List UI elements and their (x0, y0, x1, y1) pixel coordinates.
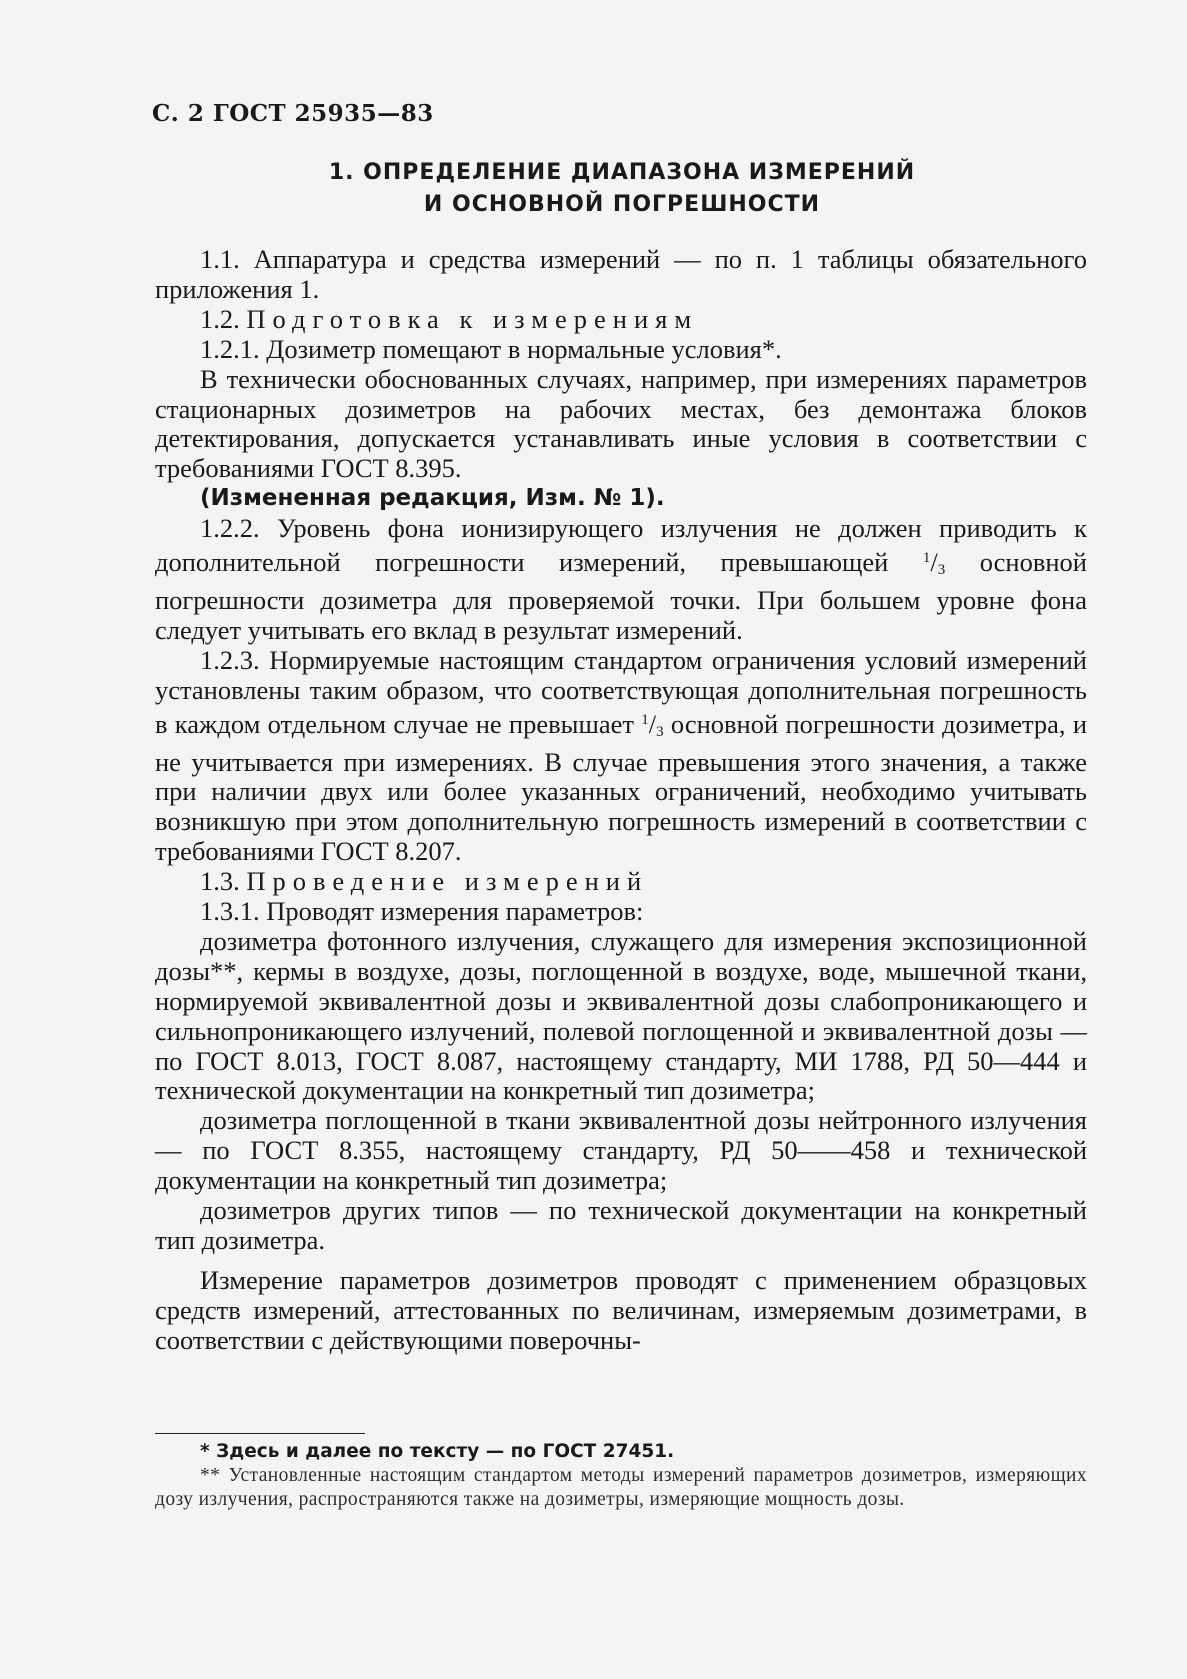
footnote-1: * Здесь и далее по тексту — по ГОСТ 27451. (200, 1441, 675, 1462)
clause-title-spaced: Проведение измерений (246, 866, 649, 897)
paragraph-1-2-1: 1.2.1. Дозиметр помещают в нормальные условия*. (200, 333, 782, 364)
paragraph-neutron-dosimeter: дозиметра поглощенной в ткани эквивалентной дозы нейтронного излучения — по ГОСТ 8.355, настоящему стандарту, РД 50——458 и технической документации на конкретный тип дозиметра; (155, 1105, 1087, 1196)
fraction-denominator: 3 (656, 723, 664, 740)
paragraph-1-2-2 (155, 514, 1087, 646)
fraction-one-third: $^1/_3$ (641, 708, 664, 740)
clause-number: 1.2. (200, 303, 247, 334)
section-title (152, 157, 1092, 221)
text-segment: 1.2.3. Нормируемые настоящим стандартом ограничения условий измерений установлены таким образом, что соответствующая дополнительная погрешность в каждом отдельном случае не превышает (155, 644, 1087, 739)
fraction-one-third: $^1/_3$ (922, 547, 946, 579)
paragraph-technical-cases: В технически обоснованных случаях, например, при измерениях параметров стационарных дозиметров на рабочих местах, без демонтажа блоков детектирования, допускается устанавливать иные условия в соответствии с требованиями ГОСТ 8.395. (155, 363, 1087, 484)
section-title-line-1: 1. ОПРЕДЕЛЕНИЕ ДИАПАЗОНА ИЗМЕРЕНИЙ (328, 160, 916, 185)
amendment-note: (Измененная редакция, Изм. № 1). (200, 485, 665, 512)
running-head: С. 2 ГОСТ 25935—83 (152, 100, 434, 127)
paragraph-1-2-heading (155, 305, 1087, 335)
paragraph-other-dosimeters: дозиметров других типов — по технической документации на конкретный тип дозиметра. (155, 1195, 1087, 1255)
footnote-2: ** Установленные настоящим стандартом методы измерений параметров дозиметров, измеряющих дозу излучения, распространяются также на дозиметры, измеряющие мощность дозы. (155, 1465, 1087, 1510)
fraction-numerator: 1 (641, 711, 649, 728)
text-segment: 1.2.2. Уровень фона ионизирующего излучения не должен приводить к дополнительной погрешности измерений, превышающей (155, 513, 1087, 578)
paragraph-1-3-heading (155, 867, 1087, 897)
paragraph-1-3-1: 1.3.1. Проводят измерения параметров: (200, 896, 644, 927)
text-segment: основной погрешности дозиметра для проверяемой точки. При большем уровне фона следует учитывать его вклад в результат измерений. (155, 547, 1087, 645)
fraction-denominator: 3 (937, 562, 946, 579)
paragraph-measurement: Измерение параметров дозиметров проводят с применением образцовых средств измерений, аттестованных по величинам, измеряемым дозиметрами, в соответствии с действующими поверочны- (155, 1264, 1087, 1355)
text-segment: основной погрешности дозиметра, и не учитывается при измерениях. В случае превышения этого значения, а также при наличии двух или более указанных ограничений, необходимо учитывать возникшую при этом дополнительную погрешность измерений в соответствии с требованиями ГОСТ 8.207. (155, 708, 1087, 867)
paragraph-1-2-3 (155, 646, 1087, 867)
section-title-line-2: И ОСНОВНОЙ ПОГРЕШНОСТИ (423, 192, 821, 217)
paragraph-1-1: 1.1. Аппаратура и средства измерений — по п. 1 таблицы обязательного приложения 1. (155, 244, 1087, 304)
paragraph-photon-dosimeter: дозиметра фотонного излучения, служащего для измерения экспозиционной дозы**, кермы в воздухе, дозы, поглощенной в воздухе, воде, мышечной ткани, нормируемой эквивалентной дозы и эквивалентной дозы слабопроникающего и сильнопроникающего излучений, полевой поглощенной и эквивалентной дозы — по ГОСТ 8.013, ГОСТ 8.087, настоящему стандарту, МИ 1788, РД 50—444 и технической документации на конкретный тип дозиметра; (155, 925, 1087, 1106)
document-body (155, 245, 1087, 1356)
footnote-divider (155, 1433, 365, 1434)
fraction-numerator: 1 (922, 550, 931, 567)
clause-number: 1.3. (200, 866, 247, 897)
clause-title-spaced: Подготовка к измерениям (246, 303, 699, 334)
footnotes (155, 1440, 1087, 1512)
